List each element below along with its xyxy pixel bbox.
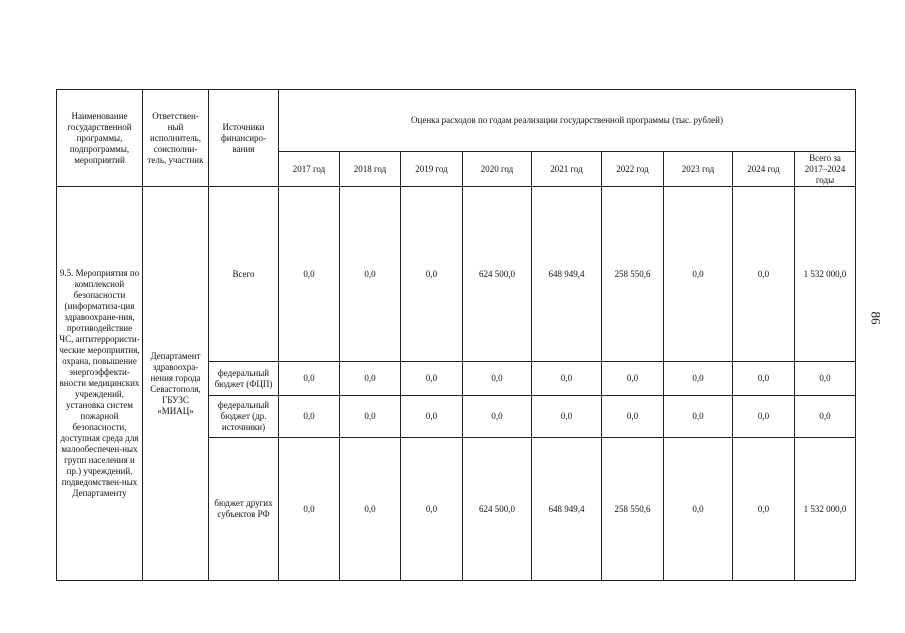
header-executor: Ответствен-ный исполнитель, соисполни-тель, участник (143, 90, 209, 187)
value-cell: 0,0 (733, 438, 795, 581)
value-cell: 0,0 (401, 438, 463, 581)
value-cell: 0,0 (733, 187, 795, 362)
value-cell: 0,0 (795, 396, 856, 438)
value-cell: 624 500,0 (463, 187, 532, 362)
measure-name: 9.5. Мероприятия по комплексной безопасности (информатиза-ция здравоохране-ния, противодействие ЧС, антитеррористи-ческие мероприятия, охрана, повышение энергоэффекти-вности медицинских учреждений, установка систем пожарной безопасности, доступная среда для малообеспечен-ных групп населения и пр.) учреждений, подведомствен-ных Департаменту (57, 187, 143, 581)
year-2023: 2023 год (664, 152, 733, 187)
value-cell: 0,0 (664, 438, 733, 581)
year-total: Всего за 2017–2024 годы (795, 152, 856, 187)
value-cell: 0,0 (664, 396, 733, 438)
value-cell: 1 532 000,0 (795, 187, 856, 362)
header-name: Наименование государственной программы, подпрограммы, мероприятий (57, 90, 143, 187)
value-cell: 0,0 (664, 362, 733, 396)
table-row (57, 187, 856, 362)
header-row-1 (57, 90, 856, 152)
source-cell: федеральный бюджет (ФЦП) (209, 362, 279, 396)
year-2021: 2021 год (532, 152, 602, 187)
value-cell: 0,0 (401, 187, 463, 362)
value-cell: 1 532 000,0 (795, 438, 856, 581)
year-2024: 2024 год (733, 152, 795, 187)
value-cell: 0,0 (401, 396, 463, 438)
value-cell: 0,0 (664, 187, 733, 362)
value-cell: 258 550,6 (602, 187, 664, 362)
year-2017: 2017 год (279, 152, 340, 187)
year-2019: 2019 год (401, 152, 463, 187)
value-cell: 0,0 (602, 396, 664, 438)
year-2020: 2020 год (463, 152, 532, 187)
value-cell: 0,0 (340, 187, 401, 362)
value-cell: 0,0 (279, 396, 340, 438)
page-number: 86 (868, 311, 884, 325)
value-cell: 648 949,4 (532, 438, 602, 581)
value-cell: 0,0 (532, 396, 602, 438)
value-cell: 0,0 (733, 362, 795, 396)
value-cell: 0,0 (401, 362, 463, 396)
value-cell: 0,0 (463, 362, 532, 396)
header-estimate: Оценка расходов по годам реализации государственной программы (тыс. рублей) (279, 90, 856, 152)
measure-executor: Департамент здравоохра-нения города Севастополя, ГБУЗС «МИАЦ» (143, 187, 209, 581)
value-cell: 624 500,0 (463, 438, 532, 581)
value-cell: 0,0 (340, 362, 401, 396)
value-cell: 0,0 (733, 396, 795, 438)
value-cell: 0,0 (279, 438, 340, 581)
value-cell: 0,0 (532, 362, 602, 396)
value-cell: 258 550,6 (602, 438, 664, 581)
value-cell: 0,0 (602, 362, 664, 396)
year-2018: 2018 год (340, 152, 401, 187)
source-cell: бюджет других субъектов РФ (209, 438, 279, 581)
value-cell: 0,0 (795, 362, 856, 396)
header-source: Источники финансиро-вания (209, 90, 279, 187)
source-cell: федеральный бюджет (др. источники) (209, 396, 279, 438)
source-cell: Всего (209, 187, 279, 362)
value-cell: 0,0 (340, 396, 401, 438)
value-cell: 0,0 (340, 438, 401, 581)
value-cell: 0,0 (279, 362, 340, 396)
value-cell: 0,0 (279, 187, 340, 362)
value-cell: 648 949,4 (532, 187, 602, 362)
value-cell: 0,0 (463, 396, 532, 438)
budget-table (56, 89, 856, 581)
year-2022: 2022 год (602, 152, 664, 187)
